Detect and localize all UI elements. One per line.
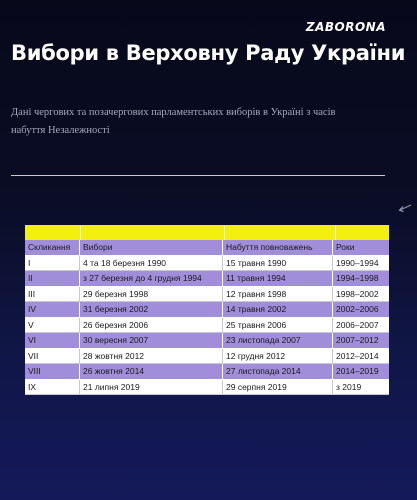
- cell-powers: 23 листопада 2007: [223, 333, 333, 349]
- cell-powers: 12 грудня 2012: [223, 349, 333, 365]
- cell-powers: 29 серпня 2019: [223, 380, 333, 396]
- cell-elections: 28 жовтня 2012: [80, 349, 223, 365]
- cell-powers: 11 травня 1994: [223, 271, 333, 287]
- table-row: [25, 318, 389, 334]
- cell-years: 2002–2006: [333, 302, 389, 318]
- cell-elections: 26 жовтня 2014: [80, 364, 223, 380]
- cell-powers: 27 листопада 2014: [223, 364, 333, 380]
- cell-years: 2012–2014: [333, 349, 389, 365]
- cell-convocation: IV: [25, 302, 80, 318]
- table-row: [25, 380, 389, 396]
- cell-convocation: III: [25, 287, 80, 303]
- elections-table: [25, 225, 389, 395]
- cell-convocation: IX: [25, 380, 80, 396]
- table-row: [25, 349, 389, 365]
- cell-elections: 4 та 18 березня 1990: [80, 256, 223, 272]
- zaborona-logo[interactable]: ZABORONA: [305, 20, 386, 34]
- cell-convocation: V: [25, 318, 80, 334]
- cell-elections: 30 вересня 2007: [80, 333, 223, 349]
- page-title: Вибори в Верховну Раду України: [11, 41, 406, 65]
- cell-years: 2007–2012: [333, 333, 389, 349]
- column-header-convocation: Скликання: [25, 240, 80, 256]
- table-top-band: [25, 225, 389, 240]
- lead-text: [11, 104, 351, 140]
- arrow-left-icon[interactable]: [398, 200, 412, 210]
- column-header-elections: Вибори: [80, 240, 223, 256]
- cell-convocation: VII: [25, 349, 80, 365]
- cell-elections: 26 березня 2006: [80, 318, 223, 334]
- table-row: [25, 333, 389, 349]
- cell-powers: 15 травня 1990: [223, 256, 333, 272]
- cell-convocation: II: [25, 271, 80, 287]
- table-row: [25, 364, 389, 380]
- table-row: [25, 256, 389, 272]
- cell-elections: 29 березня 1998: [80, 287, 223, 303]
- lead-line-2: набуття Незалежності: [11, 125, 110, 136]
- table-row: [25, 302, 389, 318]
- table-row: [25, 287, 389, 303]
- column-header-years: Роки: [333, 240, 389, 256]
- table-body: [25, 256, 389, 396]
- cell-years: з 2019: [333, 380, 389, 396]
- cell-years: 1990–1994: [333, 256, 389, 272]
- cell-powers: 14 травня 2002: [223, 302, 333, 318]
- table-row: [25, 271, 389, 287]
- cell-convocation: I: [25, 256, 80, 272]
- lead-line-1: Дані чергових та позачергових парламентських виборів в Україні з часів: [11, 107, 336, 118]
- cell-years: 2014–2019: [333, 364, 389, 380]
- cell-powers: 12 травня 1998: [223, 287, 333, 303]
- cell-elections: з 27 березня до 4 грудня 1994: [80, 271, 223, 287]
- cell-convocation: VIII: [25, 364, 80, 380]
- table-header-row: [25, 240, 389, 256]
- cell-elections: 31 березня 2002: [80, 302, 223, 318]
- divider: [11, 175, 385, 176]
- cell-powers: 25 травня 2006: [223, 318, 333, 334]
- column-header-powers: Набуття повноважень: [223, 240, 333, 256]
- cell-years: 1998–2002: [333, 287, 389, 303]
- cell-convocation: VI: [25, 333, 80, 349]
- cell-years: 1994–1998: [333, 271, 389, 287]
- cell-elections: 21 липня 2019: [80, 380, 223, 396]
- cell-years: 2006–2007: [333, 318, 389, 334]
